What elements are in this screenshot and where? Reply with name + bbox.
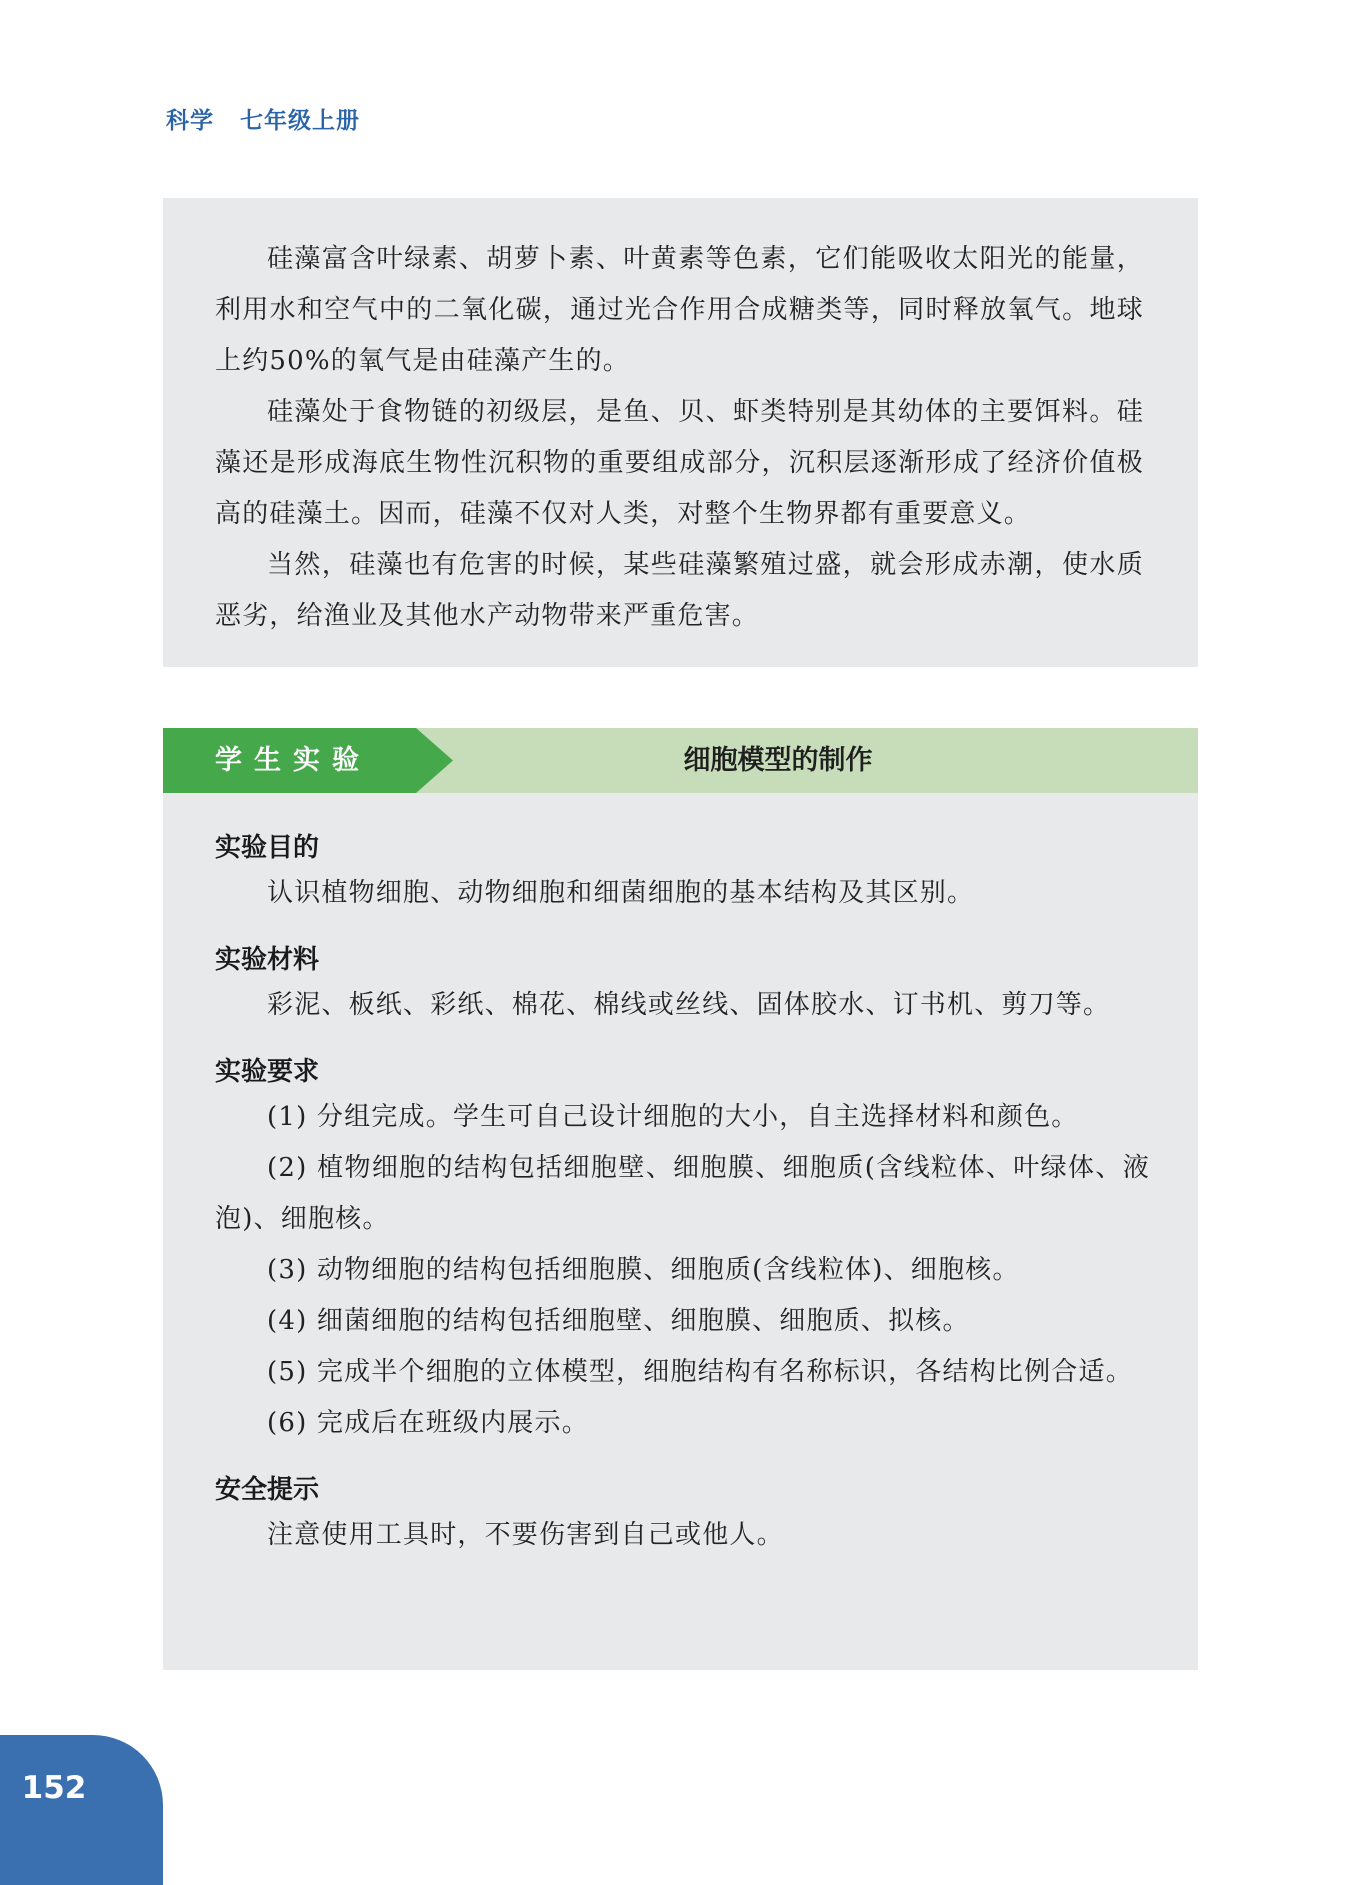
section-heading: 实验材料 (215, 945, 320, 975)
section-text: 认识植物细胞、动物细胞和细菌细胞的基本结构及其区别。 (267, 878, 975, 908)
experiment-tag (163, 728, 453, 793)
reading-box (163, 198, 1198, 667)
requirement-item: (2) 植物细胞的结构包括细胞壁、细胞膜、细胞质(含线粒体、叶绿体、液泡)、细胞核。 (215, 1153, 1150, 1234)
requirement-item: (4) 细菌细胞的结构包括细胞壁、细胞膜、细胞质、拟核。 (267, 1306, 970, 1336)
experiment-title: 细胞模型的制作 (683, 745, 873, 776)
requirements-section (215, 1052, 1150, 1449)
section-heading: 实验目的 (215, 833, 320, 863)
experiment-header-band (163, 728, 1198, 793)
materials-section (215, 940, 1150, 1031)
requirement-item: (1) 分组完成。学生可自己设计细胞的大小，自主选择材料和颜色。 (267, 1102, 1079, 1132)
requirement-item: (5) 完成半个细胞的立体模型，细胞结构有名称标识，各结构比例合适。 (267, 1357, 1133, 1387)
experiment-body (215, 828, 1150, 1561)
running-header (166, 102, 360, 135)
page-number: 152 (21, 1770, 87, 1806)
section-text: 彩泥、板纸、彩纸、棉花、棉线或丝线、固体胶水、订书机、剪刀等。 (267, 990, 1111, 1020)
subject-label: 科学 (166, 108, 214, 134)
section-heading: 实验要求 (215, 1057, 320, 1087)
purpose-section (215, 828, 1150, 919)
reading-paragraph: 硅藻处于食物链的初级层，是鱼、贝、虾类特别是其幼体的主要饵料。硅藻还是形成海底生物性沉积物的重要组成部分，沉积层逐渐形成了经济价值极高的硅藻土。因而，硅藻不仅对人类，对整个生物界都有重要意义。 (215, 397, 1144, 529)
experiment-box (163, 728, 1198, 1670)
requirement-item: (6) 完成后在班级内展示。 (267, 1408, 589, 1438)
reading-paragraph: 当然，硅藻也有危害的时候，某些硅藻繁殖过盛，就会形成赤潮，使水质恶劣，给渔业及其他水产动物带来严重危害。 (215, 550, 1144, 631)
page-number-tab (0, 1735, 163, 1885)
safety-section (215, 1470, 1150, 1561)
reading-paragraph: 硅藻富含叶绿素、胡萝卜素、叶黄素等色素，它们能吸收太阳光的能量，利用水和空气中的二氧化碳，通过光合作用合成糖类等，同时释放氧气。地球上约50%的氧气是由硅藻产生的。 (215, 244, 1144, 376)
experiment-tag-label: 学生实验 (215, 745, 371, 776)
section-text: 注意使用工具时，不要伤害到自己或他人。 (267, 1520, 784, 1550)
grade-label: 七年级上册 (240, 108, 360, 134)
section-heading: 安全提示 (215, 1475, 320, 1505)
requirement-item: (3) 动物细胞的结构包括细胞膜、细胞质(含线粒体)、细胞核。 (267, 1255, 1020, 1285)
